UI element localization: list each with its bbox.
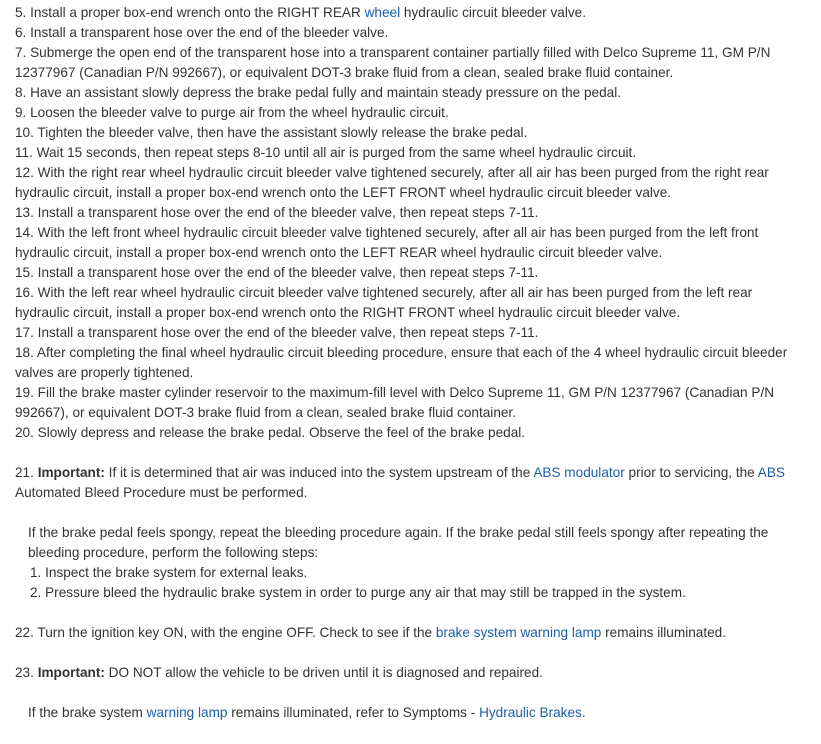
final-note-text-3: . [581, 705, 586, 720]
step-9: 9. Loosen the bleeder valve to purge air from the wheel hydraulic circuit. [15, 105, 449, 120]
important-label: Important: [37, 665, 105, 680]
step-22-text: 22. Turn the ignition key ON, with the engine OFF. Check to see if the [15, 625, 436, 640]
step-23-text: DO NOT allow the vehicle to be driven until it is diagnosed and repaired. [104, 665, 543, 680]
step-17: 17. Install a transparent hose over the end of the bleeder valve, then repeat steps 7-11. [15, 325, 539, 340]
abs-link[interactable]: ABS [757, 465, 785, 480]
step-11: 11. Wait 15 seconds, then repeat steps 8-10 until all air is purged from the same wheel hydraulic circuit. [15, 145, 637, 160]
step-15: 15. Install a transparent hose over the end of the bleeder valve, then repeat steps 7-11. [15, 265, 539, 280]
abs-modulator-link[interactable]: ABS modulator [533, 465, 625, 480]
brake-system-warning-lamp-link[interactable]: brake system warning lamp [435, 625, 602, 640]
step-12: 12. With the right rear wheel hydraulic circuit bleeder valve tightened securely, after all air has been purged from the right rear hydraulic circuit, install a proper box-end wrench onto the LEFT FRONT wheel hydraulic circuit bleeder valve. [15, 165, 769, 200]
step-5-text-end: hydraulic circuit bleeder valve. [400, 5, 586, 20]
step-16: 16. With the left rear wheel hydraulic circuit bleeder valve tightened securely, after all air has been purged from the left rear hydraulic circuit, install a proper box-end wrench onto the RIGHT FRONT wheel hydraulic circuit bleeder valve. [15, 285, 753, 320]
step-5 [15, 3, 805, 23]
spongy-step-1: 1. Inspect the brake system for external leaks. [30, 565, 308, 580]
spacer [15, 603, 805, 623]
spacer [15, 503, 805, 523]
spacer [15, 643, 805, 663]
step-21-text: If it is determined that air was induced into the system upstream of the [104, 465, 534, 480]
spongy-intro: If the brake pedal feels spongy, repeat the bleeding procedure again. If the brake pedal still feels spongy after repeating the bleeding procedure, perform the following steps: [28, 525, 769, 560]
step-5-text: 5. Install a proper box-end wrench onto the RIGHT REAR [15, 5, 365, 20]
step-21 [15, 463, 805, 503]
step-7: 7. Submerge the open end of the transparent hose into a transparent container partially filled with Delco Supreme 11, GM P/N 12377967 (Canadian P/N 992667), or equivalent DOT-3 brake fluid from a clean, sealed brake fluid container. [15, 45, 771, 80]
step-23 [15, 663, 805, 683]
spongy-step-2: 2. Pressure bleed the hydraulic brake system in order to purge any air that may still be trapped in the system. [30, 585, 686, 600]
final-note-text: If the brake system [28, 705, 147, 720]
warning-lamp-link[interactable]: warning lamp [146, 705, 228, 720]
step-18: 18. After completing the final wheel hydraulic circuit bleeding procedure, ensure that each of the 4 wheel hydraulic circuit bleeder valves are properly tightened. [15, 345, 788, 380]
step-23-number: 23. [15, 665, 38, 680]
step-8: 8. Have an assistant slowly depress the brake pedal fully and maintain steady pressure on the pedal. [15, 85, 622, 100]
step-21-number: 21. [15, 465, 38, 480]
final-note [15, 703, 805, 723]
step-10: 10. Tighten the bleeder valve, then have the assistant slowly release the brake pedal. [15, 125, 528, 140]
step-22-text-end: remains illuminated. [601, 625, 727, 640]
step-6: 6. Install a transparent hose over the end of the bleeder valve. [15, 25, 389, 40]
wheel-link[interactable]: wheel [364, 5, 401, 20]
spacer [15, 683, 805, 703]
important-label: Important: [37, 465, 105, 480]
step-14: 14. With the left front wheel hydraulic circuit bleeder valve tightened securely, after all air has been purged from the left front hydraulic circuit, install a proper box-end wrench onto the LEFT REAR wheel hydraulic circuit bleeder valve. [15, 225, 759, 260]
step-21-text-2: prior to servicing, the [624, 465, 758, 480]
spacer [15, 443, 805, 463]
step-21-text-3: Automated Bleed Procedure must be performed. [15, 485, 308, 500]
step-13: 13. Install a transparent hose over the end of the bleeder valve, then repeat steps 7-11. [15, 205, 539, 220]
step-22 [15, 623, 805, 643]
step-19: 19. Fill the brake master cylinder reservoir to the maximum-fill level with Delco Supreme 11, GM P/N 12377967 (Canadian P/N 992667), or equivalent DOT-3 brake fluid from a clean, sealed brake fluid container. [15, 385, 775, 420]
step-20: 20. Slowly depress and release the brake pedal. Observe the feel of the brake pedal. [15, 425, 526, 440]
hydraulic-brakes-link[interactable]: Hydraulic Brakes [479, 705, 582, 720]
final-note-text-2: remains illuminated, refer to Symptoms - [227, 705, 480, 720]
